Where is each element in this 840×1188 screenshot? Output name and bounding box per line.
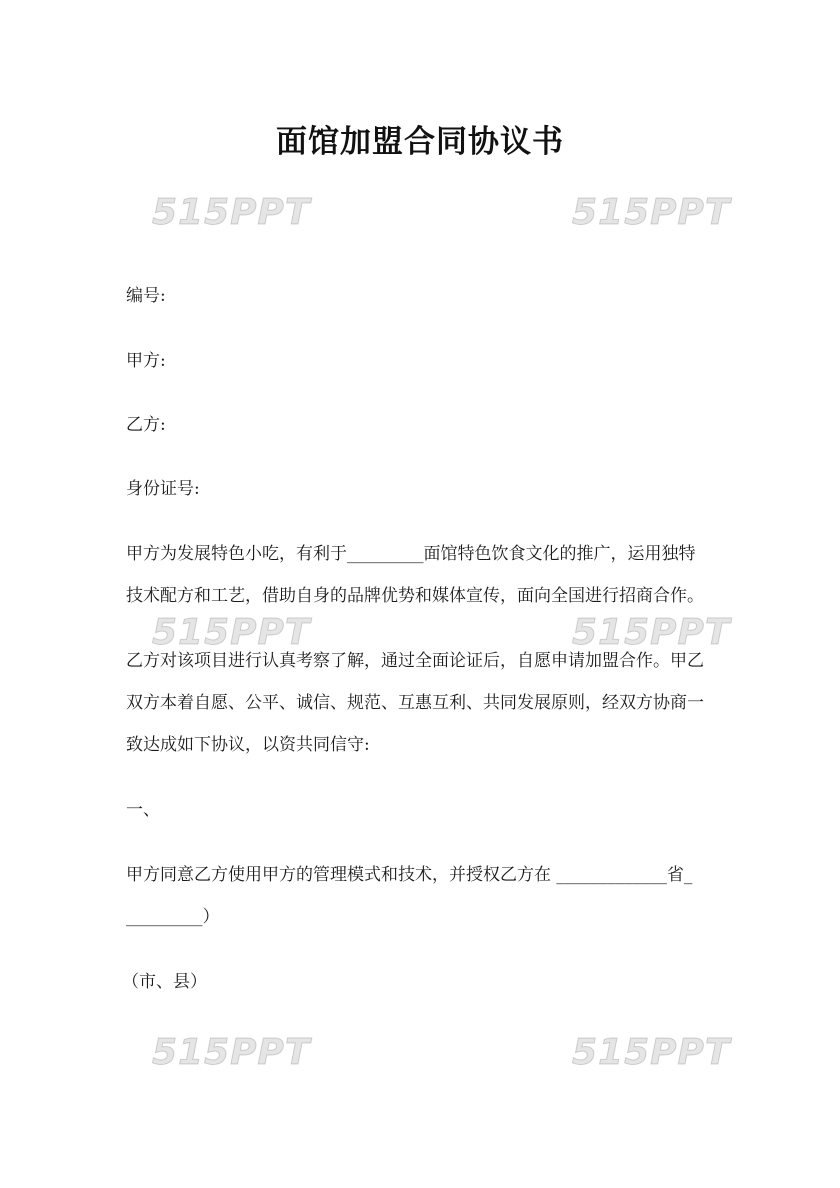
field-id-number: 身份证号: [126, 479, 200, 499]
paragraph-line: 双方本着自愿、公平、诚信、规范、互惠互利、共同发展原则，经双方协商一 [126, 693, 704, 713]
watermark: 515PPT [152, 612, 311, 653]
paragraph-line: 乙方对该项目进行认真考察了解，通过全面论证后，自愿申请加盟合作。甲乙 [126, 651, 704, 671]
document-title: 面馆加盟合同协议书 [276, 124, 564, 160]
watermark: 515PPT [152, 192, 311, 233]
watermark: 515PPT [572, 612, 731, 653]
paragraph-line: 甲方同意乙方使用甲方的管理模式和技术，并授权乙方在 _____________省_ [126, 865, 693, 885]
field-number: 编号: [126, 286, 166, 306]
paragraph-line: 致达成如下协议，以资共同信守: [126, 735, 370, 755]
watermark: 515PPT [572, 1032, 731, 1073]
field-party-b: 乙方: [126, 415, 166, 435]
section-heading: 一、 [126, 800, 160, 820]
paragraph-line: 技术配方和工艺，借助自身的品牌优势和媒体宣传，面向全国进行招商合作。 [126, 586, 704, 606]
paragraph-line: _________） [126, 907, 220, 927]
watermark: 515PPT [572, 192, 731, 233]
paragraph-line: 甲方为发展特色小吃，有利于_________面馆特色饮食文化的推广，运用独特 [126, 544, 696, 564]
field-party-a: 甲方: [126, 351, 166, 371]
paragraph-line: （市、县） [122, 972, 207, 992]
watermark: 515PPT [152, 1032, 311, 1073]
